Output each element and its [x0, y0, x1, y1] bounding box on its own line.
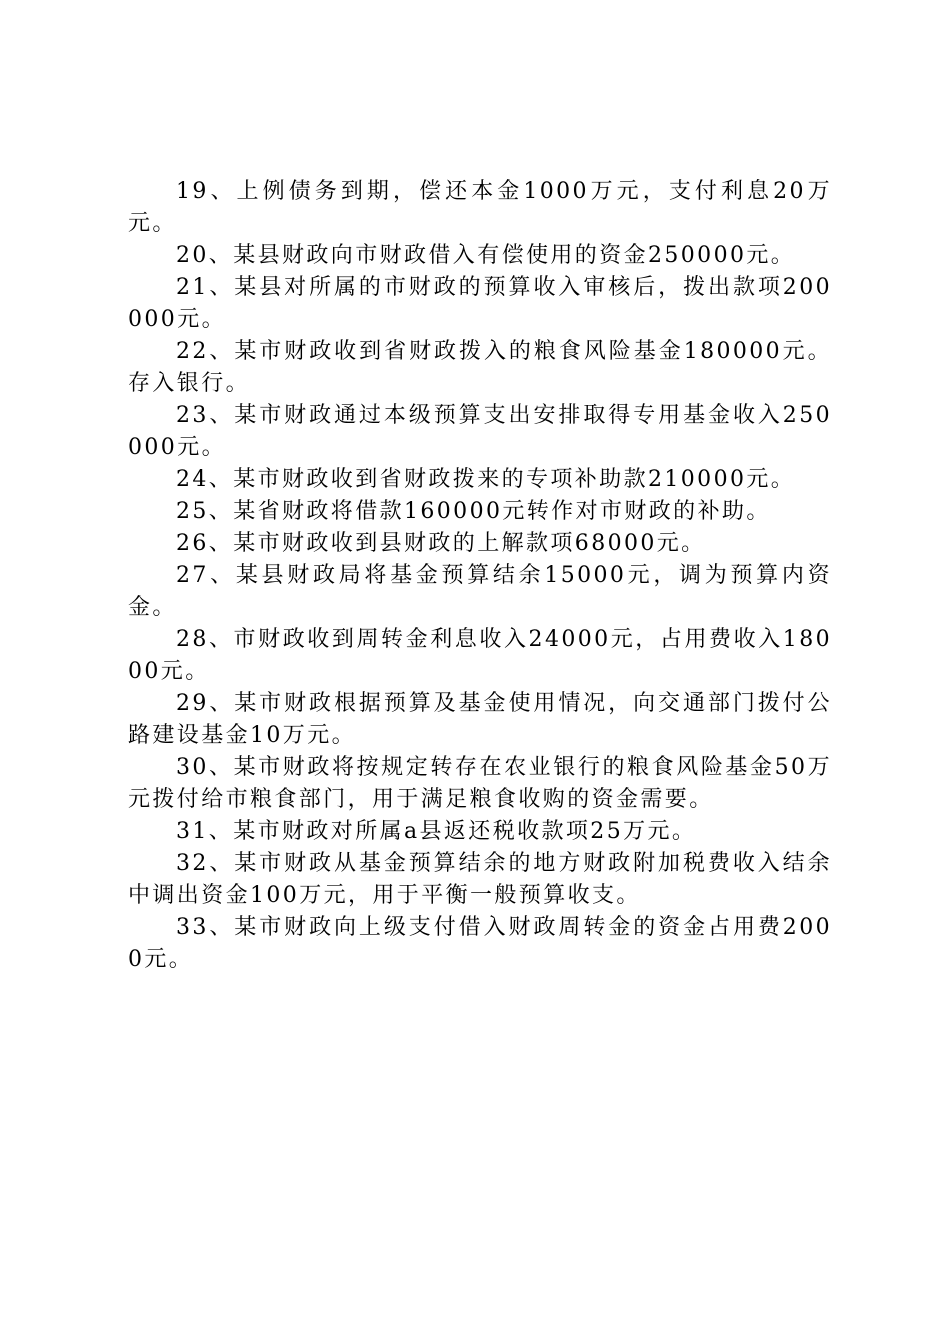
- paragraph-item-25: 25、某省财政将借款160000元转作对市财政的补助。: [176, 499, 771, 524]
- paragraph-item-32: 32、某市财政从基金预算结余的地方财政附加税费收入结余中调出资金100万元，用于平衡一般预算收支。: [128, 851, 832, 908]
- paragraph-item-29: 29、某市财政根据预算及基金使用情况，向交通部门拨付公路建设基金10万元。: [128, 691, 832, 748]
- paragraph-item-24: 24、某市财政收到省财政拨来的专项补助款210000元。: [176, 467, 796, 492]
- paragraph-item-30: 30、某市财政将按规定转存在农业银行的粮食风险基金50万元拨付给市粮食部门，用于满足粮食收购的资金需要。: [128, 755, 832, 812]
- paragraph-item-33: 33、某市财政向上级支付借入财政周转金的资金占用费2000元。: [128, 915, 832, 972]
- paragraph-item-26: 26、某市财政收到县财政的上解款项68000元。: [176, 531, 706, 556]
- paragraph-item-28: 28、市财政收到周转金利息收入24000元，占用费收入18000元。: [128, 627, 832, 684]
- paragraph-item-22: 22、某市财政收到省财政拨入的粮食风险基金180000元。存入银行。: [128, 339, 832, 396]
- document-body: [128, 176, 832, 976]
- paragraph-item-31: 31、某市财政对所属a县返还税收款项25万元。: [176, 819, 697, 844]
- paragraph-item-23: 23、某市财政通过本级预算支出安排取得专用基金收入250000元。: [128, 403, 832, 460]
- paragraph-item-21: 21、某县对所属的市财政的预算收入审核后，拨出款项200000元。: [128, 275, 832, 332]
- paragraph-item-20: 20、某县财政向市财政借入有偿使用的资金250000元。: [176, 243, 796, 268]
- paragraph-item-19: 19、上例债务到期，偿还本金1000万元，支付利息20万元。: [128, 179, 832, 236]
- paragraph-item-27: 27、某县财政局将基金预算结余15000元，调为预算内资金。: [128, 563, 832, 620]
